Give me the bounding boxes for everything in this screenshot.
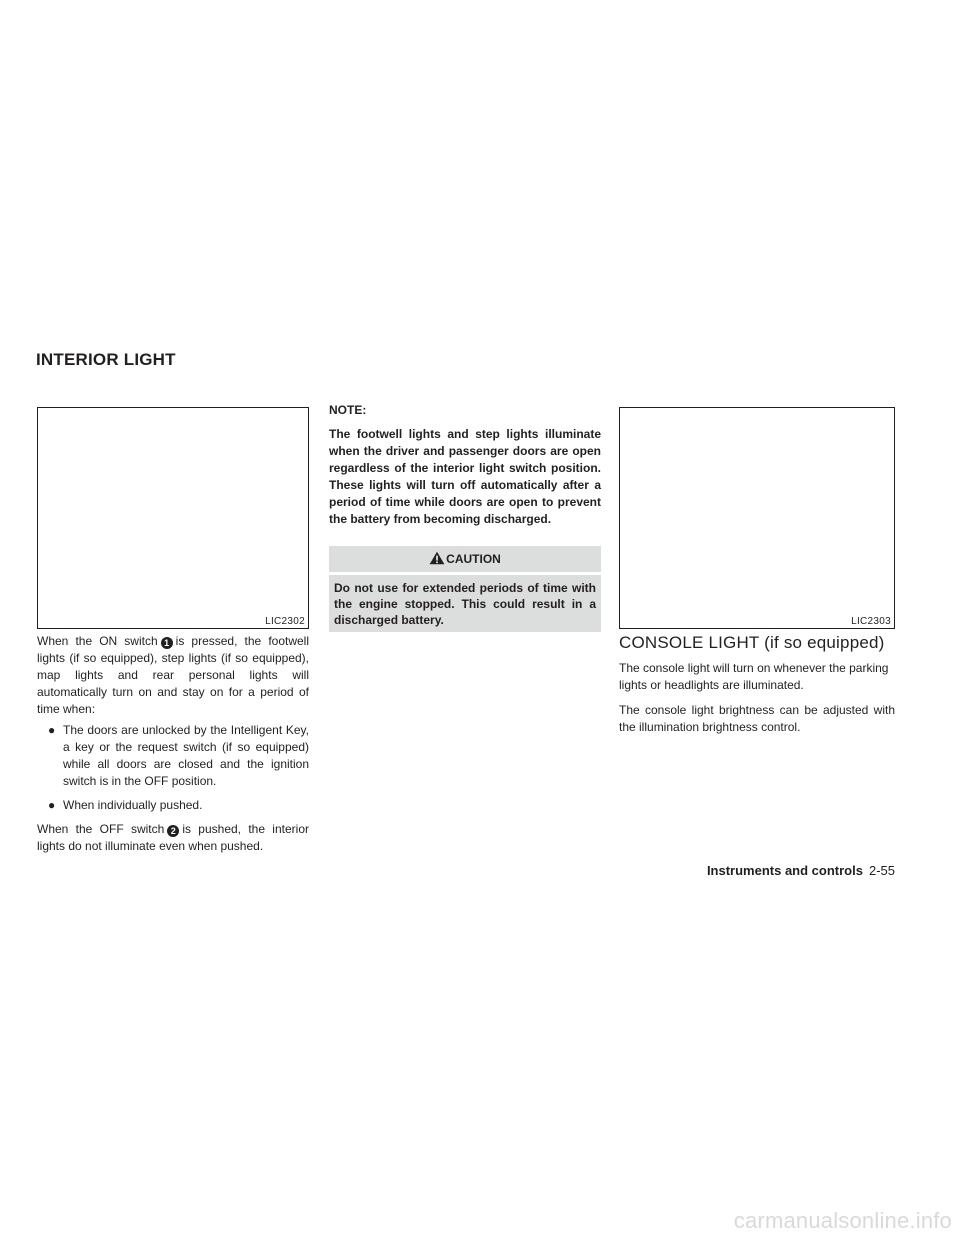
page-footer (707, 863, 895, 878)
bullet-icon: ● (48, 723, 56, 737)
list-item (37, 797, 309, 814)
warning-triangle-icon (429, 551, 445, 565)
right-column (619, 634, 895, 736)
bullet-icon: ● (48, 798, 56, 812)
footer-title: Instruments and controls (706, 863, 863, 878)
figure-interior-light-switch (37, 407, 309, 629)
condition-list (37, 722, 309, 814)
page-number: 2-55 (868, 863, 895, 878)
callout-2-icon: 2 (167, 825, 179, 837)
figure-code: LIC2302 (265, 616, 305, 627)
caution-box (329, 546, 601, 632)
paragraph-text: When the OFF switch (37, 822, 165, 836)
off-switch-paragraph (37, 821, 309, 855)
watermark: carmanualsonline.info (733, 1208, 952, 1233)
figure-console-light (619, 407, 895, 629)
note-label: NOTE: (329, 403, 367, 417)
list-item (37, 722, 309, 790)
section-title: INTERIOR LIGHT (36, 350, 176, 369)
left-column (37, 633, 309, 855)
console-light-paragraph: The console light will turn on whenever the parking lights or headlights are illuminated. (619, 661, 889, 692)
paragraph-text: is pushed, the interior lights do not illuminate even when pushed. (37, 822, 309, 853)
console-light-paragraph: The console light brightness can be adjusted with the illumination brightness control. (619, 703, 895, 734)
caution-title: CAUTION (446, 552, 501, 566)
on-switch-paragraph (37, 633, 309, 718)
paragraph-text: When the ON switch (37, 634, 158, 648)
list-item-text: When individually pushed. (63, 798, 203, 812)
middle-column (329, 401, 601, 632)
figure-code: LIC2303 (851, 616, 891, 627)
console-light-heading: CONSOLE LIGHT (if so equipped) (619, 633, 885, 652)
caution-header (329, 546, 601, 575)
callout-1-icon: 1 (161, 637, 173, 649)
list-item-text: The doors are unlocked by the Intelligent Key, a key or the request switch (if so equipped) while all doors are closed and the ignition switch is in the OFF position. (63, 723, 309, 788)
note-text: The footwell lights and step lights illuminate when the driver and passenger doors are open regardless of the interior light switch position. These lights will turn off automatically after a period of time while doors are open to prevent the battery from becoming discharged. (329, 427, 601, 526)
paragraph-text: is pressed, the footwell lights (if so equipped), step lights (if so equipped), map lights and rear personal lights will automatically turn on and stay on for a period of time when: (37, 634, 310, 716)
caution-text: Do not use for extended periods of time with the engine stopped. This could result in a discharged battery. (334, 581, 596, 627)
